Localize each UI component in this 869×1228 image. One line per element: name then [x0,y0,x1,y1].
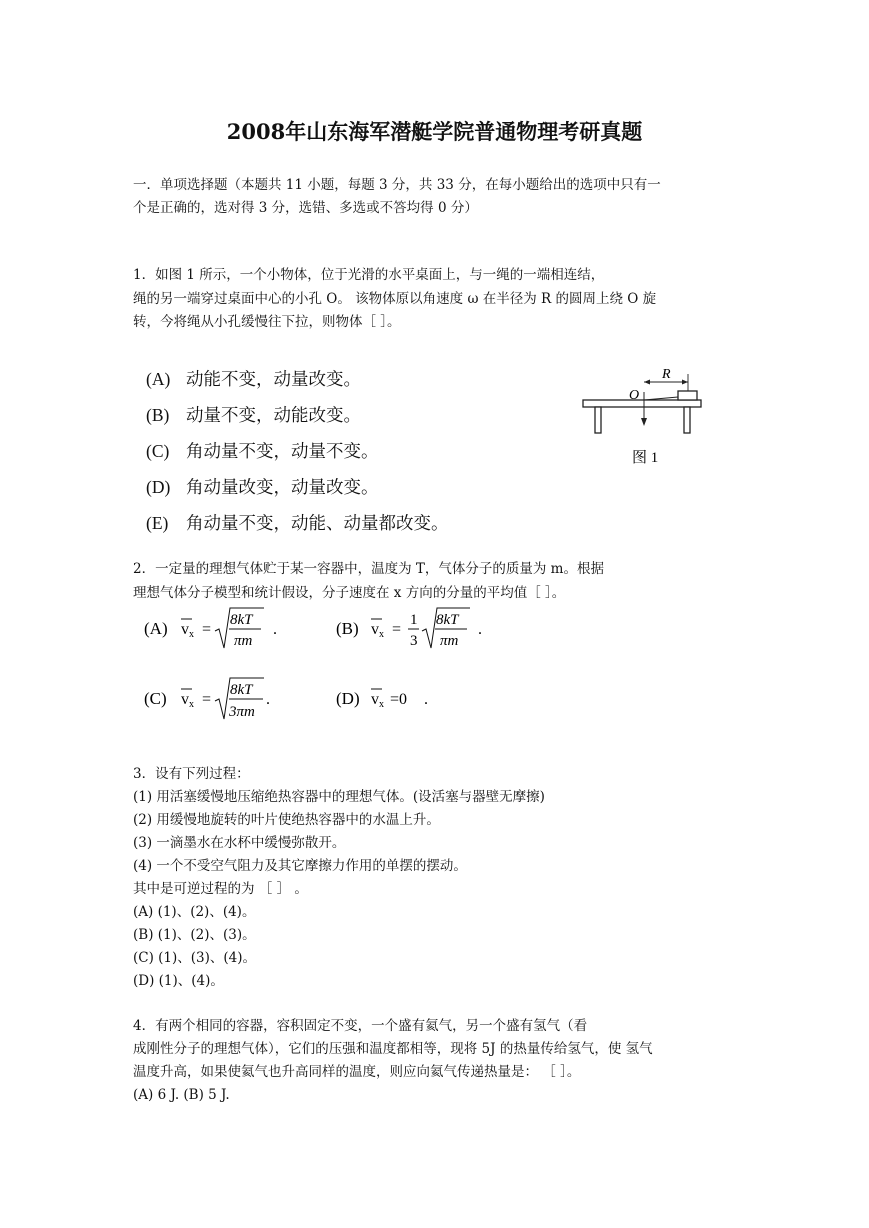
numerator: 8kT [230,612,253,628]
coef-denominator: 3 [410,633,418,649]
v-symbol: v [181,621,189,638]
q1-option-e [146,510,449,535]
option-text: 角动量不变，动量不变。 [186,441,379,461]
label-r: R [662,367,671,382]
q3-item-4: (4) 一个不受空气阻力及其它摩擦力作用的单摆的摆动。 [133,858,467,874]
option-label: (B) [336,619,359,638]
v-subscript: x [189,699,194,710]
small-object [678,391,697,400]
q4-options: (A) 6 J. (B) 5 J. [133,1087,230,1103]
tail: . [424,691,428,708]
option-label: (D) [336,689,360,708]
q2-text-line1: 2．一定量的理想气体贮于某一容器中，温度为 T，气体分子的质量为 m。根据 [133,561,604,577]
q3-option-d: (D) (1)、(4)。 [133,973,224,989]
q1-option-a [146,366,361,391]
dimension-arrow-right-icon [682,380,688,385]
equals: = [392,621,402,638]
q2-option-c [140,674,300,724]
q2-option-b [332,604,502,652]
v-subscript: x [379,699,384,710]
q3-option-c: (C) (1)、(3)、(4)。 [133,950,257,966]
table-top [583,400,701,407]
tail: . [478,621,482,638]
q1-text-line1: 1．如图 1 所示，一个小物体，位于光滑的水平桌面上，与一绳的一端相连结， [133,267,605,283]
tail: . [266,691,270,708]
page-title: 2008年山东海军潜艇学院普通物理考研真题 [226,119,643,144]
q1-option-d [146,474,379,499]
option-label: (C) [146,441,170,461]
v-symbol: v [181,691,189,708]
numerator: 8kT [230,682,253,698]
tail: . [273,621,277,638]
numerator: 8kT [436,612,459,628]
label-o: O [629,388,640,403]
q4-text-line1: 4．有两个相同的容器，容积固定不变，一个盛有氦气，另一个盛有氢气（看 [133,1018,588,1034]
equals: = [202,691,212,708]
option-text: 动能不变，动量改变。 [186,369,361,389]
denominator: πm [234,633,253,649]
option-text: 角动量不变，动能、动量都改变。 [186,513,449,533]
down-arrow-icon [641,418,647,426]
table-leg-left [595,407,601,433]
option-label: (D) [146,477,171,497]
q3-item-3: (3) 一滴墨水在水杯中缓慢弥散开。 [133,835,346,851]
q2-option-d [332,674,452,724]
q3-question: 其中是可逆过程的为 ［ ］ 。 [133,881,308,897]
option-text: 角动量改变，动量改变。 [186,477,379,497]
v-symbol: v [371,691,379,708]
option-label: (C) [144,689,167,708]
q1-option-b [146,402,361,427]
option-label: (A) [144,619,168,638]
figure-caption: 图 1 [632,450,659,466]
coef-numerator: 1 [410,612,418,628]
option-label: (A) [146,369,171,389]
q1-option-c [146,438,379,463]
option-label: (E) [146,513,169,533]
q1-text-line2: 绳的另一端穿过桌面中心的小孔 O。 该物体原以角速度 ω 在半径为 R 的圆周上绕 O 旋 [133,291,657,307]
q2-text-line2: 理想气体分子模型和统计假设，分子速度在 x 方向的分量的平均值［ ］。 [133,585,566,601]
section1-instruction-line1: 一．单项选择题（本题共 11 小题，每题 3 分，共 33 分，在每小题给出的选项中只有一 [133,177,661,193]
q3-text-line1: 3．设有下列过程： [133,766,250,782]
denominator: 3πm [229,704,255,720]
rhs: =0 [390,691,408,708]
figure-1-diagram [578,362,708,472]
option-label: (B) [146,405,170,425]
q2-option-a [140,604,300,652]
q1-text-line3: 转，今将绳从小孔缓慢往下拉，则物体［ ］。 [133,314,401,330]
table-leg-right [684,407,690,433]
section1-instruction-line2: 个是正确的，选对得 3 分，选错、多选或不答均得 0 分） [133,200,478,216]
option-text: 动量不变，动能改变。 [186,405,361,425]
q3-item-2: (2) 用缓慢地旋转的叶片使绝热容器中的水温上升。 [133,812,440,828]
q3-item-1: (1) 用活塞缓慢地压缩绝热容器中的理想气体。(设活塞与器壁无摩擦) [133,789,545,805]
dimension-arrow-left-icon [644,380,650,385]
q3-option-b: (B) (1)、(2)、(3)。 [133,927,256,943]
q3-option-a: (A) (1)、(2)、(4)。 [133,904,256,920]
equals: = [202,621,212,638]
v-subscript: x [189,629,194,640]
q4-text-line2: 成刚性分子的理想气体），它们的压强和温度都相等，现将 5J 的热量传给氢气，使 氢气 [133,1041,653,1057]
q4-text-line3: 温度升高，如果使氦气也升高同样的温度，则应向氦气传递热量是： ［ ］。 [133,1064,581,1080]
v-subscript: x [379,629,384,640]
v-symbol: v [371,621,379,638]
denominator: πm [440,633,459,649]
